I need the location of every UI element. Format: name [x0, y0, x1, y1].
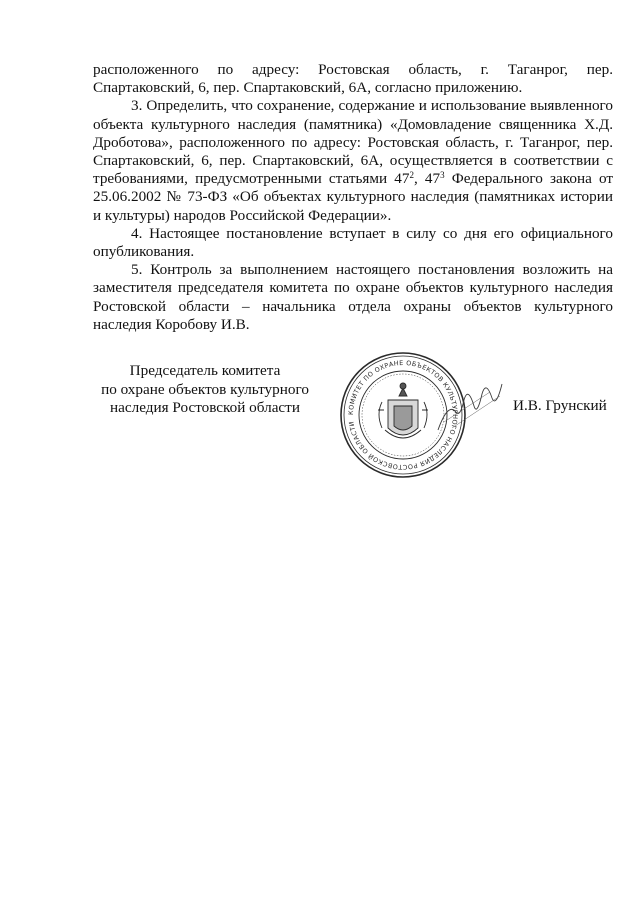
- signer-name: И.В. Грунский: [513, 397, 607, 414]
- signer-title-line-2: по охране объектов культурного: [101, 380, 309, 398]
- paragraph-3: [93, 97, 613, 224]
- paragraph-3-text-a: 3. Определить, что сохранение, содержание и использование выявленного объекта культурного наследия (памятника) «Домовладение священника Х.Д. Дроботова», расположенного по адресу: Ростовская область, г. Таганрог, пер. Спартаковский, 6, пер. Спартаковский, 6А, осуществляется в соответствии с требованиями, предусмотренными статьями 47: [93, 97, 613, 188]
- resolution-text: [93, 61, 613, 334]
- paragraph-address-continuation: расположенного по адресу: Ростовская область, г. Таганрог, пер. Спартаковский, 6, пер. Спартаковский, 6А, согласно приложению.: [93, 61, 613, 97]
- paragraph-5: 5. Контроль за выполнением настоящего постановления возложить на заместителя председателя комитета по охране объектов культурного наследия Ростовской области – начальника отдела охраны объектов культурного наследия Коробову И.В.: [93, 261, 613, 333]
- coat-of-arms-icon: [378, 383, 428, 438]
- handwritten-signature-icon: [430, 372, 510, 442]
- superscript-article-2: 3: [440, 170, 445, 181]
- seal-text: КОМИТЕТ ПО ОХРАНЕ ОБЪЕКТОВ КУЛЬТУРНОГО НАСЛЕДИЯ РОСТОВСКОЙ ОБЛАСТИ: [346, 358, 460, 472]
- paragraph-3-text-c: Федерального закона от 25.06.2002 № 73-ФЗ «Об объектах культурного наследия (памятниках истории и культуры) народов Российской Федерации».: [93, 170, 613, 224]
- superscript-article-1: 2: [409, 170, 414, 181]
- signer-title-line-1: Председатель комитета: [129, 362, 281, 379]
- signer-title-line-3: наследия Ростовской области: [110, 399, 300, 416]
- paragraph-3-text-b: , 47: [413, 170, 441, 188]
- signer-title: [80, 362, 330, 418]
- paragraph-4: 4. Настоящее постановление вступает в силу со дня его официального опубликования.: [93, 224, 613, 261]
